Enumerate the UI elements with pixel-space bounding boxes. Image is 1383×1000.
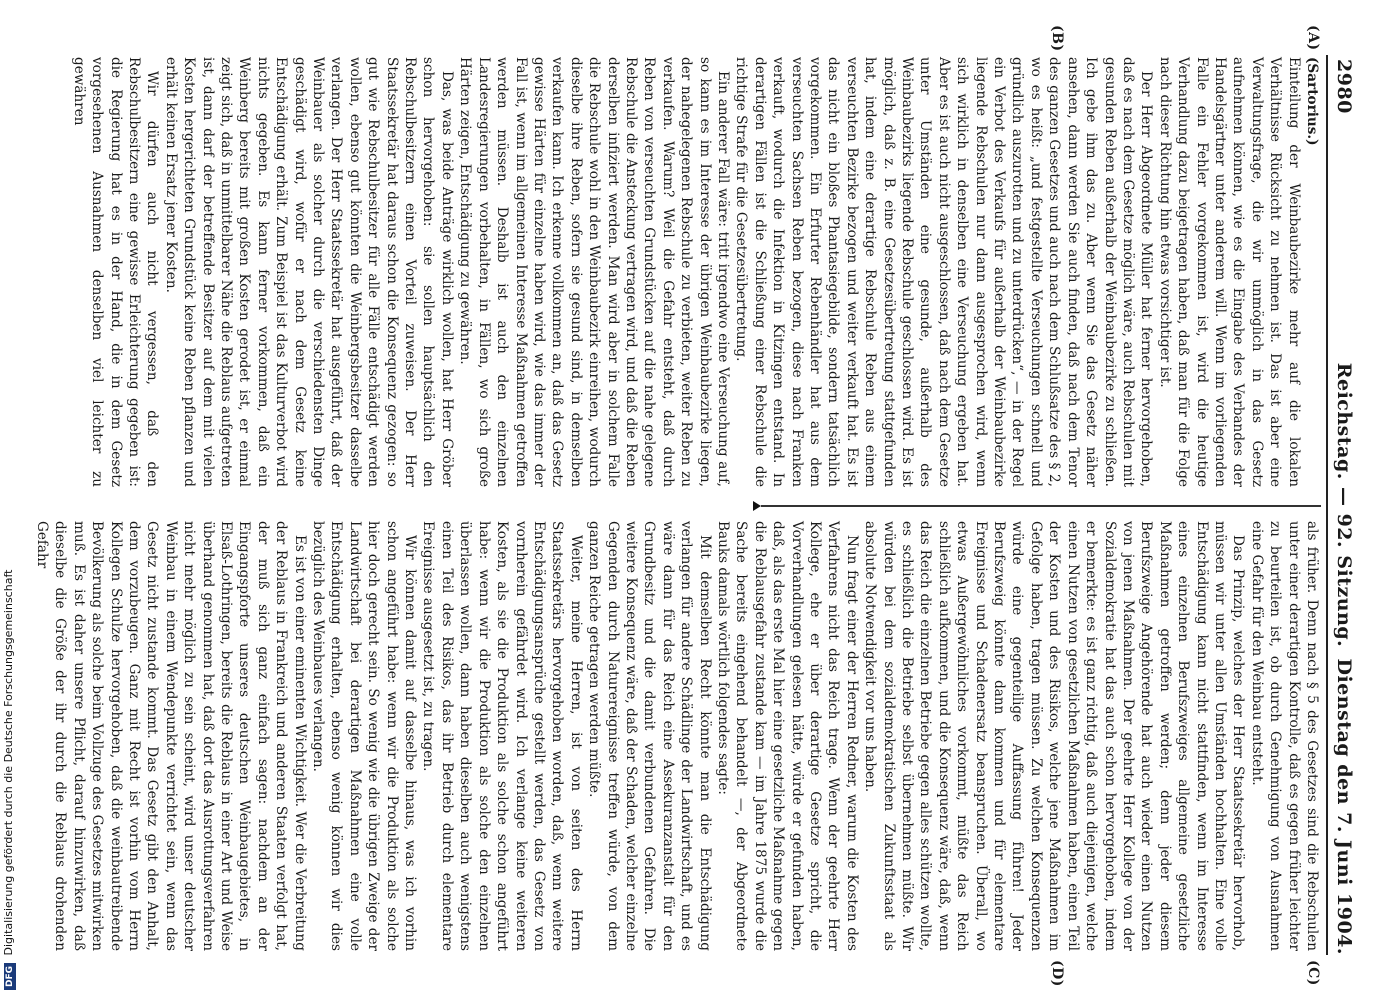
paragraph: Wir können damit auf dasselbe hinaus, was ich vorhin schon angeführt habe: wenn wir die Produktion als solche hier doch gerecht sein. So wenig wie die übrigen Zweige der Landwirtschaft bei derartigen Maßnahmen eine volle Entschädigung erhalten, ebenso wenig können wir dies bezüglich des Weinbaues verlangen. [310, 521, 419, 951]
divider-pointer [753, 501, 761, 511]
session-date: Dienstag den 7. Juni 1904. [1333, 658, 1355, 955]
paragraph: Es ist von einer eminenten Wichtigkeit. Wer die Verbreitung der Reblaus in Frankreich und anderen Staaten verfolgt hat, der muß sich ganz einfach sagen: nachdem an der Eingangspforte unseres deutschen Weinbaugebietes, in Elsaß-Lothringen, bereits die Reblaus in einer Art und Weise überhand genommen hat, daß dort das Ausrottungsverfahren nicht mehr möglich zu sein scheint, wird unser deutscher Weinbau in einem Wendepunkte verrichtet sein, wenn das Gesetz nicht zustande kommt. Das Gesetz gibt den Anhalt, dem vorzubeugen. Ganz mit Recht ist vorhin vom Herrn Kollegen Schulze hervorgehoben, daß die weinbautreibende Bevölkerung als solche beim Vollzuge des Gesetzes mitwirken muß. Es ist daher unsere Pflicht, darauf hinzuwirken, daß dieselbe die Größe der ihr durch die Reblaus drohenden Gefahr [33, 521, 308, 951]
funding-note [0, 0, 18, 1000]
column-divider [761, 505, 1321, 507]
paragraph: Weiter, meine Herren, ist von seiten des Herrn Staatssekretärs hervorgehoben worden, daß, wenn weitere Entschädigungsansprüche gestellt werden, das Gesetz von vornherein gefährdet wird. Ich verlange keine weiteren Kosten, als sie die Produktion als solche schon angeführt habe: wenn wir die Produktion als solche den einzelnen überlassen wollen, dann haben dieselben auch wenigstens einen Teil des Risikos, das ihr Betrieb durch elementare Ereignisse ausgesetzt ist, zu tragen. [420, 521, 584, 951]
header-rule [1326, 55, 1328, 955]
funding-note-text: Digitalisierung gefördert durch die Deutsche Forschungsgemeinschaft [2, 569, 15, 956]
scanned-page [33, 25, 1355, 987]
paragraph: Einteilung der Weinbaubezirke mehr auf die lokalen Verhältnisse Rücksicht zu nehmen ist. Das ist aber eine Verwaltungsfrage, die wir unmöglich in das Gesetz aufnehmen können, wie es die Eingabe des Verbandes der Handelsgärtner unter anderem will. Wenn im vorliegenden Falle ein Fehler vorgekommen ist, wird die heutige Verhandlung dazu beigetragen haben, daß man für die Folge nach dieser Richtung hin etwas vorsichtiger ist. [1156, 57, 1302, 487]
left-column [70, 57, 1321, 487]
paragraph: Ein anderer Fall wäre: tritt irgendwo eine Verseuchung auf, so kann es im Interesse der übrigen Weinbaubezirke liegen, der nahegelegenen Rebschule zu verbieten, weiter Reben zu verkaufen. Warum? Weil die Gefahr entsteht, daß durch Reben von verseuchten Grundstücken auf die nahe gelegene Rebschule die Ansteckung vertragen wird, und daß die Reben derselben infiziert werden. Man wird aber in solchem Falle die Rebschule wohl in den Weinbaubezirk einreihen, wodurch dieselbe ihre Reben, sofern sie gesund sind, in demselben verkaufen kann. Ich erkenne vollkommen an, daß das Gesetz gewisse Härten für einzelne haben wird, wie das immer der Fall ist, wenn im allgemeinen Interesse Maßnahmen getroffen werden müssen. Deshalb ist auch den einzelnen Landesregierungen vorbehalten, in Fällen, wo sich große Härten zeigen, Entschädigung zu gewähren. [457, 57, 731, 487]
right-column [33, 521, 1321, 951]
paragraph: Das, was beide Anträge wirklich wollen, hat Herr Gröber schon hervorgehoben: sie sollen hauptsächlich den Rebschulbesitzern einen Vorteil zuweisen. Der Herr Staatssekretär hat daraus schon die Konsequenz gezogen: so gut wie Rebschulbesitzer für alle Fälle entschädigt werden wollen, ebenso gut könnten die Weinbergsbesitzer dasselbe verlangen. Der Herr Staatssekretär hat ausgeführt, daß der Weinbauer als solcher durch die verschiedensten Dinge geschädigt wird, wofür er nach dem Gesetz keine Entschädigung erhält. Zum Beispiel ist das Kulturverbot wird nichts gegeben. Es kann ferner vorkommen, daß ein Weinberg bereits mit großen Kosten gerodet ist, er einmal zeigt sich, daß in unmittelbarer Nähe die Reblaus aufgetreten ist, dann darf der betreffende Besitzer auf dem mit vielen Kosten hergerichteten Grundstück keine Reben pflanzen und erhält keinen Ersatz jener Kosten. [162, 57, 455, 487]
session-title: Reichstag. — 92. Sitzung. [1333, 362, 1355, 648]
margin-mark-d: (D) [1049, 960, 1065, 987]
margin-mark-a: (A) [1305, 25, 1321, 51]
margin-mark-c: (C) [1305, 960, 1321, 986]
paragraph: Wir dürfen auch nicht vergessen, daß den Rebschulbesitzern eine gewisse Erleichterung gegeben ist: die Regierung hat es in der Hand, die in dem Gesetz vorgesehenen Ausnahmen denselben viel leichter zu gewähren [70, 57, 161, 487]
page-header [1331, 55, 1355, 955]
paragraph: als früher. Denn nach § 5 des Gesetzes sind die Rebschulen unter einer derartigen Kontrolle, daß es gegen früher leichter zu beurteilen ist, ob durch Genehmigung von Ausnahmen eine Gefahr für den Weinbau entsteht. [1248, 521, 1320, 951]
paragraph: Das Prinzip, welches der Herr Staatssekretär hervorhob, müssen wir unter allen Umständen hochhalten. Eine volle Entschädigung kann nicht stattfinden, wenn im Interesse eines einzelnen Berufszweiges allgemeine gesetzliche Maßnahmen getroffen werden; denn jeder diesem Berufszweige Angehörende hat auch wieder einen Nutzen von jenen Maßnahmen. Der geehrte Herr Kollege von der Sozialdemokratie hat das auch schon hervorgehoben, indem er bemerkte: es ist ganz richtig, daß auch diejenigen, welche einen Nutzen von gesetzlichen Maßnahmen haben, einen Teil der Kosten und des Risikos, welche jene Maßnahmen im Gefolge haben, tragen müssen. Zu welchen Konsequenzen würde eine gegenteilige Auffassung führen! Jeder Berufszweig könnte dann kommen und für elementare Ereignisse und Schadenersatz beanspruchen. Überall, wo etwas Außergewöhnliches vorkommt, müßte das Reich schließlich aufkommen, und die Konsequenz wäre, daß, wenn das Reich die einzelnen Betriebe gegen alles schützen wollte, es schließlich die Betriebe selbst übernehmen müßte. Wir würden bei dem sozialdemokratischen Zukunftsstaat als absolute Notwendigkeit vor uns haben. [862, 521, 1247, 951]
paragraph: Der Herr Abgeordnete Müller hat ferner hervorgehoben, daß es nach dem Gesetze möglich wäre, auch Rebschulen mit gesunden Reben außerhalb der Weinbaubezirke zu schließen. Ich gebe ihm das zu. Aber wenn Sie das Gesetz näher ansehen, dann werden Sie auch finden, daß nach dem Tenor des ganzen Gesetzes und auch nach dem Schlußsatze des § 2, wo es heißt: „und festgestellte Verseuchungen schnell und gründlich auszurotten und zu unterdrücken“, — in der Regel ein Verbot des Verkaufs für außerhalb der Weinbaubezirke liegende Rebschulen nur dann ausgesprochen wird, wenn sich wirklich in denselben eine Verseuchung ergeben hat. Aber es ist auch nicht ausgeschlossen, daß nach dem Gesetze unter Umständen eine gesunde, außerhalb des Weinbaubezirks liegende Rebschule geschlossen wird. Es ist möglich, daß z. B. eine Gesetzesübertretung stattgefunden hat, indem eine derartige Rebschule Reben aus einem verseuchten Bezirke bezogen und weiter verkauft hat. Es ist das nicht ein bloßes Phantasiegebilde, sondern tatsächlich vorgekommen. Ein Erfurter Rebenhändler hat aus dem verseuchten Sachsen Reben bezogen, diese nach Franken verkauft, wodurch die Infektion in Kitzingen entstand. In derartigen Fällen ist die Schließung einer Rebschule die richtige Strafe für die Gesetzesübertretung. [733, 57, 1155, 487]
margin-mark-b: (B) [1049, 25, 1065, 52]
dfg-logo-icon: DFG [4, 963, 16, 990]
speaker-name: (Sartorius.) [1304, 57, 1320, 146]
paragraph: Nun fragt einer der Herren Redner, warum die Kosten des Verfahrens nicht das Reich trage. Wenn der geehrte Herr Kollege, ehe er über derartige Gesetze spricht, die Vorverhandlungen gelesen hätte, würde er gefunden haben, daß, als das erste Mal hier eine gesetzliche Maßnahme gegen die Reblausgefahr zustande kam — im Jahre 1875 wurde die Sache bereits eingehend behandelt —, der Abgeordnete Bauks damals wörtlich folgendes sagte: [715, 521, 860, 951]
page-number: 2980 [1333, 59, 1355, 114]
quote-paragraph: Mit demselben Recht könnte man die Entschädigung verlangen für andere Schädlinge der Landwirtschaft, und es wäre dann für das Reich eine Assekuranzanstalt für den Grundbesitz und die damit verbundenen Gefahren. Die weitere Konsequenz wäre, daß der Schaden, welcher einzelne Gegenden durch Naturereignisse treffen würde, von dem ganzen Reiche getragen werden müßte. [586, 521, 713, 951]
